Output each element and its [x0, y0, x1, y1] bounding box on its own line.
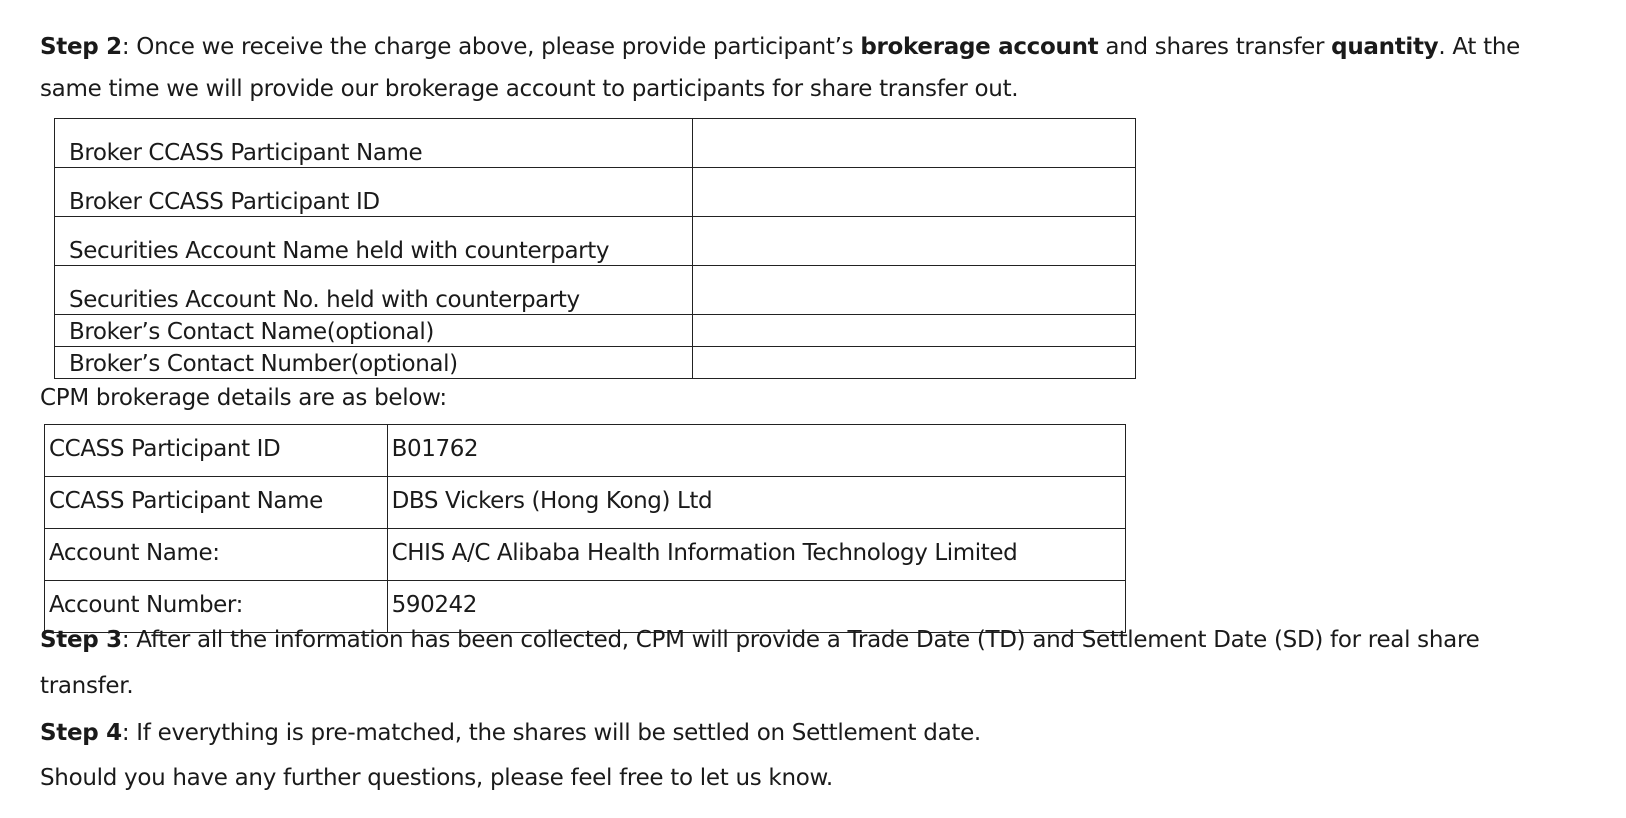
form-field-contact-number[interactable] [692, 347, 1135, 379]
form-field-account-name[interactable] [692, 217, 1135, 266]
cpm-label-participant-id: CCASS Participant ID [45, 425, 388, 477]
step3-text: : After all the information has been collected, CPM will provide a Trade Date (TD) and Settlement Date (SD) for real share [121, 627, 1480, 653]
step2-bold-brokerage: brokerage account [860, 34, 1099, 60]
cpm-value-account-number: 590242 [387, 581, 1125, 633]
form-field-account-no[interactable] [692, 266, 1135, 315]
table-row [55, 168, 1136, 217]
cpm-label-account-number: Account Number: [45, 581, 388, 633]
cpm-details-table [44, 424, 1126, 633]
form-field-participant-id[interactable] [692, 168, 1135, 217]
cpm-value-account-name: CHIS A/C Alibaba Health Information Technology Limited [387, 529, 1125, 581]
step4-text: : If everything is pre-matched, the shares will be settled on Settlement date. [121, 720, 981, 746]
step3-line1 [40, 617, 1602, 663]
step2-paragraph [40, 24, 1602, 112]
step2-bold-quantity: quantity [1331, 34, 1439, 60]
form-field-participant-name[interactable] [692, 119, 1135, 168]
step2-text-a: : Once we receive the charge above, please provide participant’s [121, 34, 861, 60]
form-label-account-name: Securities Account Name held with counterparty [55, 217, 693, 266]
form-label-contact-name: Broker’s Contact Name(optional) [55, 315, 693, 347]
closing-paragraph: Should you have any further questions, please feel free to let us know. [40, 765, 833, 791]
step2-text-b: and shares transfer [1098, 34, 1332, 60]
table-row [55, 315, 1136, 347]
table-row [45, 477, 1126, 529]
table-row [55, 119, 1136, 168]
table-row [55, 266, 1136, 315]
step4-label: Step 4 [40, 720, 122, 746]
table-row [55, 217, 1136, 266]
cpm-value-participant-id: B01762 [387, 425, 1125, 477]
step2-line2: same time we will provide our brokerage account to participants for share transfer out. [40, 76, 1019, 102]
form-label-account-no: Securities Account No. held with counterparty [55, 266, 693, 315]
table-row [45, 425, 1126, 477]
step2-line1 [40, 24, 1602, 70]
step3-line2: transfer. [40, 673, 134, 699]
cpm-label-account-name: Account Name: [45, 529, 388, 581]
form-label-participant-id: Broker CCASS Participant ID [55, 168, 693, 217]
cpm-label-participant-name: CCASS Participant Name [45, 477, 388, 529]
step2-text-c: . At the [1438, 34, 1521, 60]
step2-label: Step 2 [40, 34, 122, 60]
table-row [55, 347, 1136, 379]
cpm-intro: CPM brokerage details are as below: [40, 385, 447, 411]
participant-form-table [54, 118, 1136, 379]
table-row [45, 529, 1126, 581]
form-label-participant-name: Broker CCASS Participant Name [55, 119, 693, 168]
form-field-contact-name[interactable] [692, 315, 1135, 347]
step3-paragraph [40, 617, 1602, 709]
step3-label: Step 3 [40, 627, 122, 653]
step4-paragraph [40, 710, 1602, 756]
form-label-contact-number: Broker’s Contact Number(optional) [55, 347, 693, 379]
cpm-value-participant-name: DBS Vickers (Hong Kong) Ltd [387, 477, 1125, 529]
